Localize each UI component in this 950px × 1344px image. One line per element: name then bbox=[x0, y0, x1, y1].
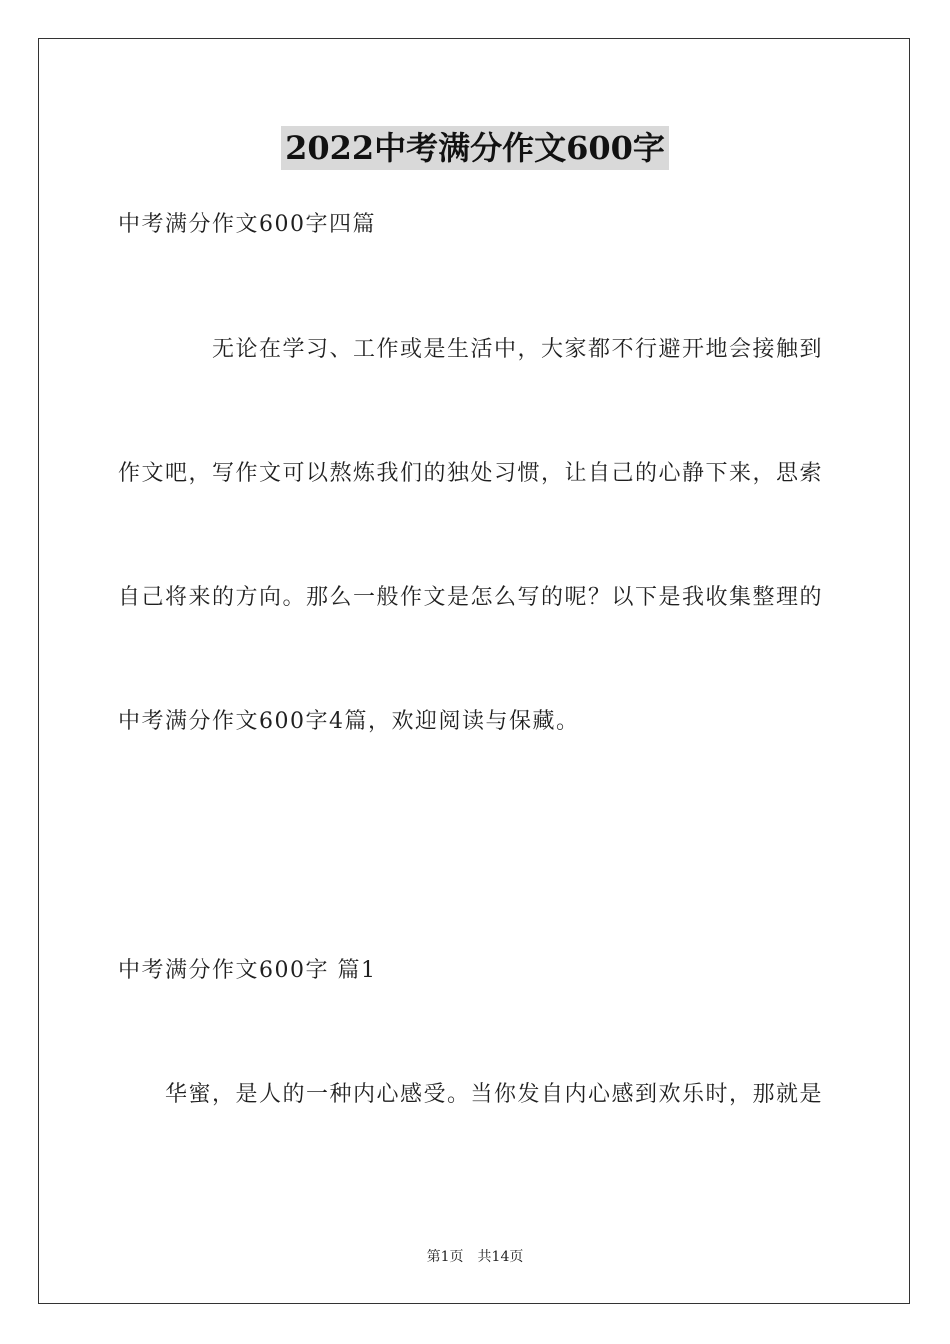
intro-paragraph-line-3: 自己将来的方向。那么一般作文是怎么写的呢？以下是我收集整理的 bbox=[118, 585, 824, 610]
title-container bbox=[0, 126, 950, 170]
body-paragraph-line-1: 华蜜，是人的一种内心感受。当你发自内心感到欢乐时，那就是 bbox=[165, 1082, 824, 1107]
document-title: 2022中考满分作文600字 bbox=[281, 126, 669, 170]
page-number: 第1页 bbox=[426, 1249, 464, 1265]
page-count: 共14页 bbox=[477, 1249, 524, 1265]
document-subtitle: 中考满分作文600字四篇 bbox=[118, 212, 376, 237]
section-heading: 中考满分作文600字 篇1 bbox=[118, 958, 377, 983]
intro-paragraph-line-2: 作文吧，写作文可以熬炼我们的独处习惯，让自己的心静下来，思索 bbox=[118, 461, 824, 486]
page-footer bbox=[0, 1246, 950, 1266]
intro-paragraph-line-4: 中考满分作文600字4篇，欢迎阅读与保藏。 bbox=[118, 709, 580, 734]
intro-paragraph-line-1: 无论在学习、工作或是生活中，大家都不行避开地会接触到 bbox=[212, 337, 824, 362]
